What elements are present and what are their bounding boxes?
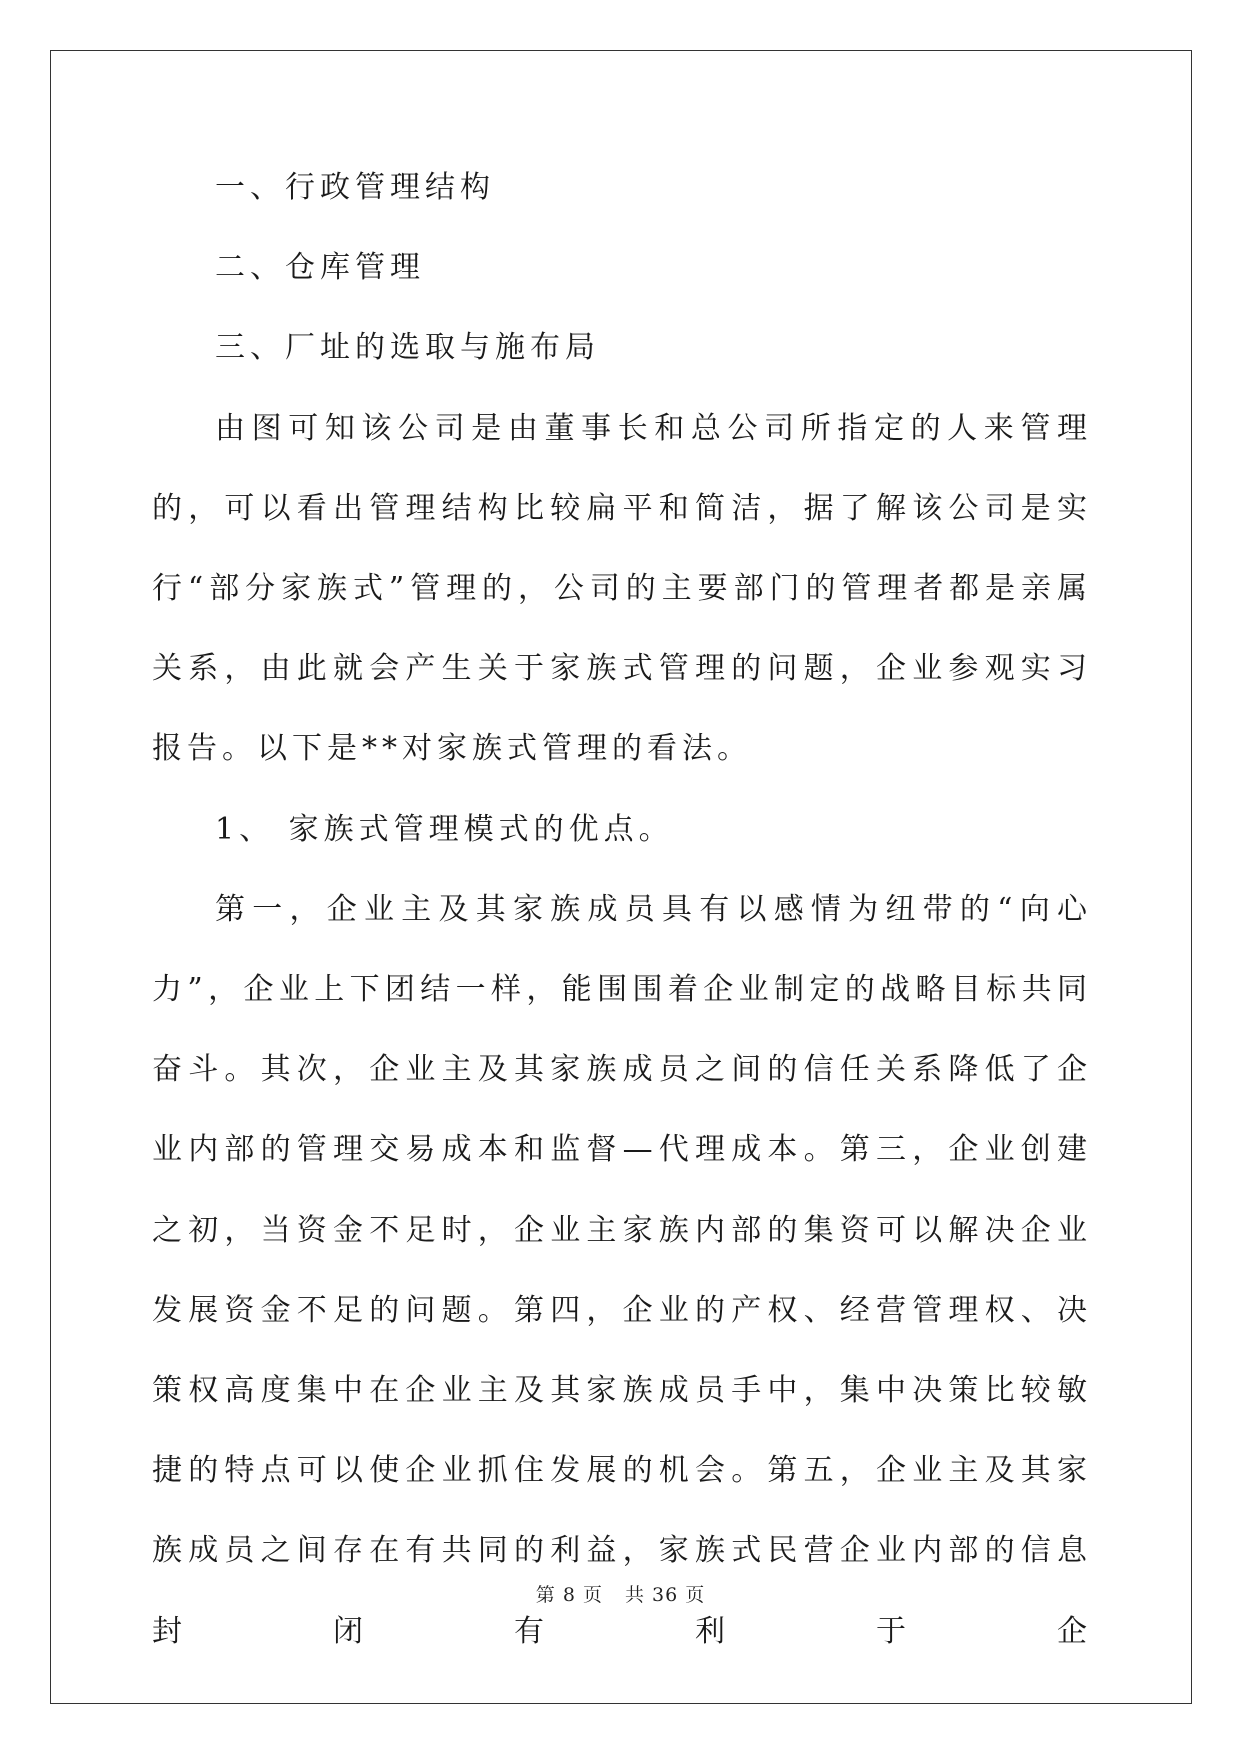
paragraph-advantages-detail: 第一，企业主及其家族成员具有以感情为纽带的“向心力”，企业上下团结一样，能围围着企业制定的战略目标共同奋斗。其次，企业主及其家族成员之间的信任关系降低了企业内部的管理交易成本和监督—代理成本。第三，企业创建之初，当资金不足时，企业主家族内部的集资可以解决企业发展资金不足的问题。第四，企业的产权、经营管理权、决策权高度集中在企业主及其家族成员手中，集中决策比较敏捷的特点可以使企业抓住发展的机会。第五，企业主及其家族成员之间存在有共同的利益，家族式民营企业内部的信息封闭有利于企 (152, 891, 1092, 1649)
paragraph-management-overview: 由图可知该公司是由董事长和总公司所指定的人来管理的，可以看出管理结构比较扁平和简洁，据了解该公司是实行“部分家族式”管理的，公司的主要部门的管理者都是亲属关系，由此就会产生关于家族式管理的问题，企业参观实习报告。以下是**对家族式管理的看法。 (152, 410, 1092, 767)
heading-site-selection: 三、厂址的选取与施布局 (215, 330, 600, 366)
heading-warehouse-management: 二、仓库管理 (215, 250, 425, 286)
page-total: 共 36 页 (624, 1584, 706, 1606)
heading-family-management-advantages: 1、 家族式管理模式的优点。 (215, 811, 674, 847)
page-footer (0, 1580, 1241, 1607)
document-body (152, 148, 1092, 1672)
heading-admin-structure: 一、行政管理结构 (215, 170, 495, 205)
page-number: 第 8 页 (535, 1584, 603, 1606)
